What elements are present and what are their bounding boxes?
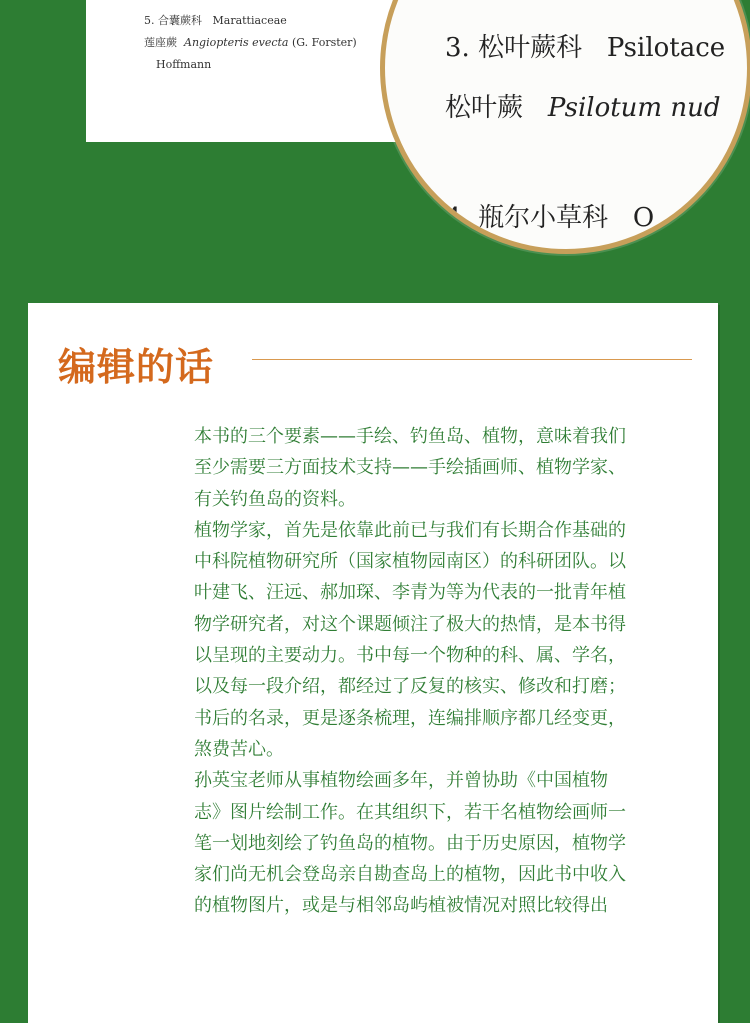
- editorial-heading: 编辑的话: [58, 345, 215, 389]
- magnifier-lens: [380, 0, 750, 254]
- editorial-card: [28, 303, 718, 1023]
- body-line: 志》图片绘制工作。在其组织下，若干名植物绘画师一: [194, 801, 626, 823]
- magnified-family-latin: Psilotace: [606, 33, 726, 63]
- body-line: 以呈现的主要动力。书中每一个物种的科、属、学名，: [194, 645, 626, 667]
- body-line: 孙英宝老师从事植物绘画多年，并曾协助《中国植物: [194, 770, 608, 792]
- editorial-body: [194, 421, 694, 922]
- body-line: 植物学家，首先是依靠此前已与我们有长期合作基础的: [194, 519, 626, 541]
- body-line: 叶建飞、汪远、郝加琛、李青为等为代表的一批青年植: [194, 582, 626, 604]
- body-line: 笔一划地刻绘了钓鱼岛的植物。由于历史原因，植物学: [194, 832, 626, 854]
- entry-author: (G. Forster): [291, 36, 357, 49]
- magnified-line-1: [445, 27, 725, 64]
- entry-author-cont: Hoffmann: [156, 58, 212, 71]
- entry-family-latin: Marattiaceae: [212, 14, 287, 27]
- body-line: 中科院植物研究所（国家植物园南区）的科研团队。以: [194, 551, 626, 573]
- body-line: 有关钓鱼岛的资料。: [194, 488, 356, 510]
- body-line: 煞费苦心。: [194, 738, 284, 760]
- entry-species-cn: 莲座蕨: [144, 36, 177, 49]
- body-line: 的植物图片，或是与相邻岛屿植被情况对照比较得出: [194, 895, 608, 917]
- magnified-family-cn: 3. 松叶蕨科: [445, 33, 583, 63]
- entry-species-latin: Angiopteris evecta: [184, 36, 289, 49]
- body-line: 物学研究者，对这个课题倾注了极大的热情，是本书得: [194, 613, 626, 635]
- magnified-species-latin: Psilotum nud: [547, 93, 721, 123]
- magnified-line-3: [445, 197, 654, 234]
- body-line: 至少需要三方面技术支持——手绘插画师、植物学家、: [194, 457, 626, 479]
- entry-number-family: 5. 合囊蕨科: [144, 14, 202, 27]
- body-line: 家们尚无机会登岛亲自勘查岛上的植物，因此书中收入: [194, 864, 626, 886]
- body-line: 以及每一段介绍，都经过了反复的核实、修改和打磨；: [194, 676, 626, 698]
- magnified-family2-cn: 4. 瓶尔小草科: [445, 203, 609, 233]
- body-line: 本书的三个要素——手绘、钓鱼岛、植物，意味着我们: [194, 426, 626, 447]
- heading-divider: [252, 359, 692, 360]
- magnified-species-cn: 松叶蕨: [445, 93, 524, 123]
- body-line: 书后的名录，更是逐条梳理，连编排顺序都几经变更，: [194, 707, 626, 729]
- magnified-line-2: [445, 87, 720, 124]
- magnified-family2-latin: O: [632, 203, 655, 233]
